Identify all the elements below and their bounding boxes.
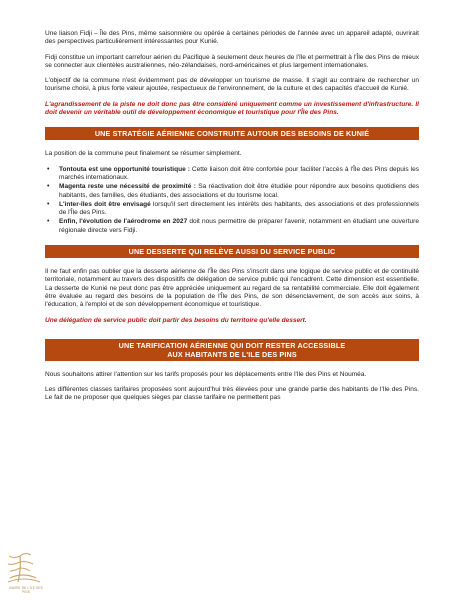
bullet-icon: • (47, 165, 50, 173)
strategy-bullet-list (45, 166, 419, 235)
pricing-paragraph-1: Nous souhaitons attirer l'attention sur les tarifs proposés pour les déplacements entre l'Ile des Pins et Nouméa. (45, 370, 367, 378)
bullet-text: Sa réactivation doit être étudiée pour répondre aux besoins quotidiens des habitants, des familles, des étudiants, des associations et du tourisme local. (59, 183, 419, 199)
intro-paragraph-2: Fidji constitue un important carrefour aérien du Pacifique à seulement deux heures de l'île et permettrait à l'Île des Pins de mieux se connecter aux clientèles australiennes, néo-zélandaises, nord-américaines et plus largement internationales. (45, 53, 419, 69)
section-heading-strategy: UNE STRATÉGIE AÉRIENNE CONSTRUITE AUTOUR DES BESOINS DE KUNIÉ (45, 127, 419, 140)
bullet-text: lorsqu'il sert directement les intérêts des habitants, des associations et des professionnels de l'Île des Pins. (59, 200, 419, 217)
pine-tree-logo-icon (6, 548, 46, 586)
bullet-icon: • (47, 218, 50, 226)
section-heading-pricing (45, 339, 419, 361)
bullet-bold: L'inter-îles doit être envisagé (59, 200, 151, 208)
bullet-icon: • (47, 200, 50, 208)
logo-caption: MAIRIE DE L'ÎLE DES PINS (9, 586, 43, 594)
intro-paragraph-3: L'objectif de la commune n'est évidemment pas de développer un tourisme de masse. Il s'agit au contraire de rechercher un tourisme choisi, à plus forte valeur ajoutée, respectueux de l'environnement, de la culture et des capacités d'accueil de Kunié. (45, 77, 419, 93)
strategy-bullet (47, 183, 419, 200)
bullet-icon: • (47, 183, 50, 191)
mairie-logo (6, 548, 46, 594)
pricing-paragraph-2: Les différentes classes tarifaires proposées sont aujourd'hui très élevées pour une grande partie des habitants de l'Ile des Pins. Le fait de ne proposer que quelques sièges par classe tarifaire ne permettent pas (45, 386, 419, 402)
pricing-heading-line-2: AUX HABITANTS DE L'ILE DES PINS (167, 349, 297, 359)
bullet-bold: Enfin, l'évolution de l'aérodrome en 2027 (59, 218, 188, 226)
bullet-bold: Tontouta est une opportunité touristique : (59, 165, 190, 173)
bullet-text: doit nous permettre de préparer l'avenir, notamment en étudiant une ouverture régionale directe vers Fidji. (59, 218, 420, 234)
strategy-bullet (47, 165, 419, 183)
bullet-text: Cette liaison doit être confortée pour faciliter l'accès à l'Île des Pins depuis les marchés internationaux. (59, 165, 419, 181)
intro-paragraph-1: Une liaison Fidji – Île des Pins, même saisonnière ou opérée à certaines périodes de l'année avec un appareil adapté, ouvrirait des perspectives particulièrement intéressantes pour Kunié. (45, 30, 419, 46)
bullet-bold: Magenta reste une nécessité de proximité : (59, 183, 196, 191)
strategy-lead: La position de la commune peut finalement se résumer simplement. (45, 150, 242, 158)
page-content (45, 30, 419, 410)
pricing-heading-line-1: UNE TARIFICATION AÉRIENNE QUI DOIT RESTER ACCESSIBLE (118, 340, 346, 350)
strategy-bullet (47, 218, 420, 235)
strategy-bullet (47, 200, 419, 218)
intro-emphasis: L'agrandissement de la piste ne doit donc pas être considéré uniquement comme un investissement d'infrastructure. Il doit devenir un véritable outil de développement économique et touristique pour l'Île des Pins. (45, 100, 419, 117)
public-service-paragraph: Il ne faut enfin pas oublier que la desserte aérienne de l'Île des Pins s'inscrit dans une logique de service public et de continuité territoriale, notamment au travers des dispositifs de délégation de service public qui l'encadrent. Cette dimension est essentielle. La desserte de Kunié ne peut donc pas être appréciée uniquement au regard de sa rentabilité commerciale. Elle doit également être évaluée au regard des besoins de la population de l'Île des Pins, de son désenclavement, de son accès aux soins, à l'éducation, à l'emploi et de son développement économique et touristique. (45, 268, 419, 309)
public-service-emphasis: Une délégation de service public doit partir des besoins du territoire qu'elle dessert. (45, 316, 307, 324)
section-heading-public-service: UNE DESSERTE QUI RELÈVE AUSSI DU SERVICE PUBLIC (45, 245, 419, 258)
